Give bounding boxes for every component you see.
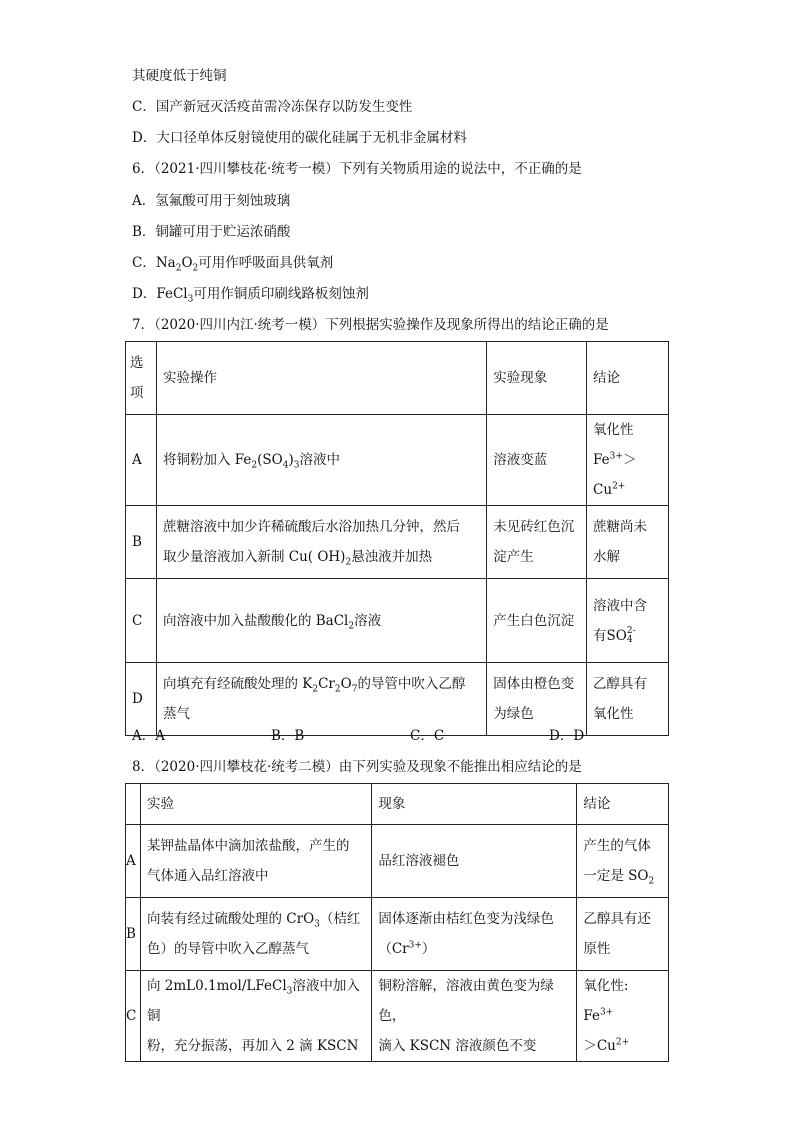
header-option: 选项	[126, 342, 157, 415]
header-option	[126, 784, 141, 825]
q8-stem: 8．（2020·四川攀枝花·统考二模）由下列实验及现象不能推出相应结论的是	[132, 759, 582, 775]
header-experiment: 实验	[141, 784, 372, 825]
answer-option-c: C．C	[410, 728, 445, 744]
q6-option-b: B．铜罐可用于贮运浓硝酸	[132, 224, 291, 240]
row-option: D	[126, 663, 157, 736]
row-conclusion: 氧化性 $Fe^{3+}>Cu^{2+}$	[587, 415, 669, 506]
table-row	[126, 825, 669, 898]
row-conclusion: 溶液中含 有SO 2- 4	[587, 579, 669, 663]
answer-option-d: D．D	[549, 728, 585, 744]
table-header-row	[126, 784, 669, 825]
q6-option-d: D．FeCl$_3$可用作铜质印刷线路板刻蚀剂	[132, 286, 369, 305]
row-option: B	[126, 898, 141, 971]
table-row	[126, 506, 669, 579]
answer-option-a: A．A	[132, 728, 165, 744]
row-option: C	[126, 579, 157, 663]
row-operation: 蔗糖溶液中加少许稀硫酸后水浴加热几分钟，然后 取少量溶液加入新制 Cu( $OH)_2$悬浊液并加热	[156, 506, 486, 579]
intro-option-c: C．国产新冠灭活疫苗需冷冻保存以防发生变性	[132, 99, 413, 115]
table-row	[126, 663, 669, 736]
row-experiment: 某钾盐晶体中滴加浓盐酸，产生的 气体通入品红溶液中	[141, 825, 372, 898]
row-conclusion: 乙醇具有 氧化性	[587, 663, 669, 736]
row-option: B	[126, 506, 157, 579]
row-experiment: 向装有经过硫酸处理的 CrO$_3$（桔红 色）的导管中吹入乙醇蒸气	[141, 898, 372, 971]
q7-stem: 7．（2020·四川内江·统考一模）下列根据实验操作及现象所得出的结论正确的是	[132, 317, 609, 333]
table-row	[126, 415, 669, 506]
row-experiment: 向 2mL0.1mol/LFeCl$_3$溶液中加入铜 粉，充分振荡，再加入 2 滴 KSCN	[141, 971, 372, 1062]
intro-line: 其硬度低于纯铜	[132, 68, 227, 84]
q6-option-a: A．氢氟酸可用于刻蚀玻璃	[132, 193, 291, 209]
row-conclusion: 蔗糖尚未 水解	[587, 506, 669, 579]
q7-answer-options	[132, 726, 652, 746]
row-phenomenon: 溶液变蓝	[487, 415, 587, 506]
row-phenomenon: 产生白色沉淀	[487, 579, 587, 663]
header-phenomenon: 现象	[372, 784, 577, 825]
q6-stem: 6．（2021·四川攀枝花·统考一模）下列有关物质用途的说法中，不正确的是	[132, 161, 582, 177]
row-conclusion: 氧化性: $Fe^{3+}$ $>Cu^{2+}$	[577, 971, 669, 1062]
row-phenomenon: 品红溶液褪色	[372, 825, 577, 898]
table-row	[126, 579, 669, 663]
answer-option-b: B．B	[271, 728, 305, 744]
row-operation: 向填充有经硫酸处理的 $K_2Cr_2O_7$的导管中吹入乙醇 蒸气	[156, 663, 486, 736]
row-phenomenon: 未见砖红色沉 淀产生	[487, 506, 587, 579]
table-header-row	[126, 342, 669, 415]
row-conclusion: 乙醇具有还 原性	[577, 898, 669, 971]
row-phenomenon: 铜粉溶解，溶液由黄色变为绿色， 滴入 KSCN 溶液颜色不变	[372, 971, 577, 1062]
row-operation: 将铜粉加入 $Fe_2(SO_4)_3$溶液中	[156, 415, 486, 506]
intro-option-d: D．大口径单体反射镜使用的碳化硅属于无机非金属材料	[132, 130, 467, 146]
header-phenomenon: 实验现象	[487, 342, 587, 415]
header-conclusion: 结论	[577, 784, 669, 825]
row-phenomenon: 固体由橙色变 为绿色	[487, 663, 587, 736]
q6-option-c: C．$Na_2O_2$可用作呼吸面具供氧剂	[132, 255, 334, 274]
q8-table	[125, 783, 669, 1062]
row-option: A	[126, 825, 141, 898]
q7-table	[125, 341, 669, 736]
row-conclusion: 产生的气体 一定是 $SO_2$	[577, 825, 669, 898]
table-row	[126, 898, 669, 971]
header-operation: 实验操作	[156, 342, 486, 415]
row-option: A	[126, 415, 157, 506]
row-phenomenon: 固体逐渐由桔红色变为浅绿色 $(Cr^{3+})$	[372, 898, 577, 971]
row-operation: 向溶液中加入盐酸酸化的 BaCl$_2$溶液	[156, 579, 486, 663]
table-row	[126, 971, 669, 1062]
header-conclusion: 结论	[587, 342, 669, 415]
row-option: C	[126, 971, 141, 1062]
